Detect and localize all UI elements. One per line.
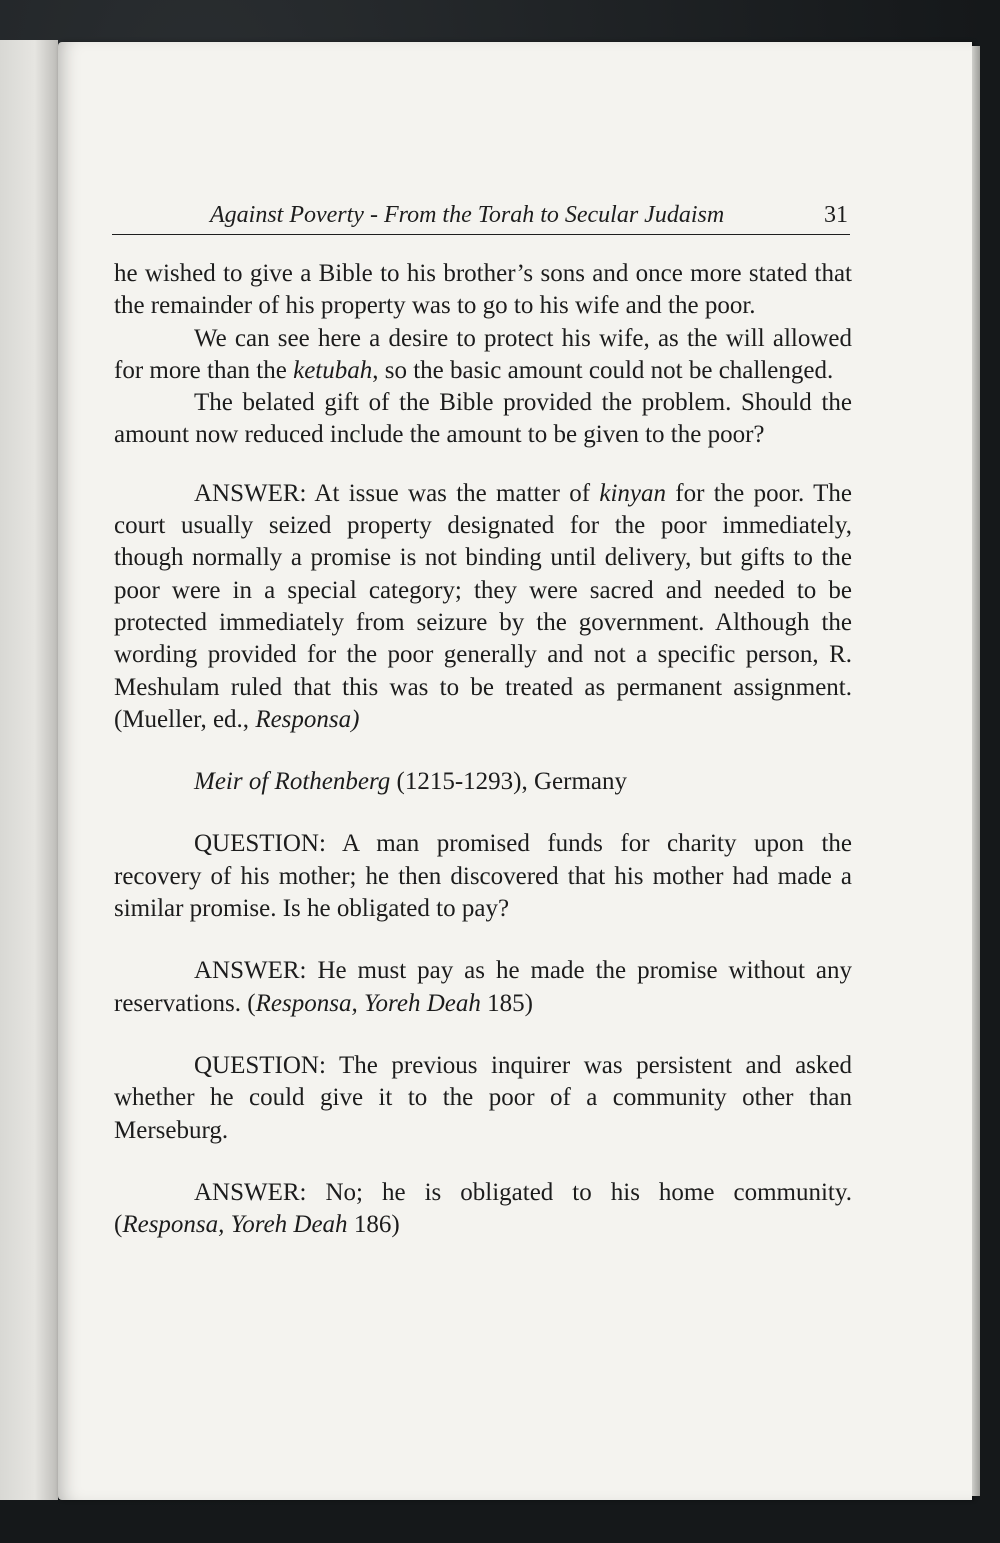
paragraph-answer-3: ANSWER: No; he is obligated to his home community. (Responsa, Yoreh Deah 186) [114, 1178, 852, 1239]
body-text [114, 258, 852, 1241]
paragraph-question-1: QUESTION: A man promised funds for charity upon the recovery of his mother; he then discovered that his mother had made a similar promise. Is he obligated to pay? [114, 830, 852, 923]
paragraph-3: The belated gift of the Bible provided the problem. Should the amount now reduced include the amount to be given to the poor? [114, 389, 852, 449]
page-stack-edge [972, 46, 980, 1496]
section-heading-meir: Meir of Rothenberg (1215-1293), Germany [194, 768, 628, 796]
paragraph-answer-2: ANSWER: He must pay as he made the promise without any reservations. (Responsa, Yoreh Deah 185) [114, 957, 852, 1017]
paragraph-answer-1: ANSWER: At issue was the matter of kinyan for the poor. The court usually seized property designated for the poor immediately, though normally a promise is not binding until delivery, but gifts to the poor were in a special category; they were sacred and needed to be protected immediately from seizure by the government. Although the wording provided for the poor generally and not a specific person, R. Meshulam ruled that this was to be treated as permanent assignment. (Mueller, ed., Responsa) [114, 479, 852, 733]
previous-page-edge [0, 40, 58, 1500]
paragraph-2: We can see here a desire to protect his wife, as the will allowed for more than the ketubah, so the basic amount could not be challenged. [114, 324, 852, 384]
paragraph-1: he wished to give a Bible to his brother’s sons and once more stated that the remainder of his property was to go to his wife and the poor. [114, 260, 852, 320]
paragraph-question-2: QUESTION: The previous inquirer was persistent and asked whether he could give it to the poor of a community other than Merseburg. [114, 1051, 852, 1144]
running-header [112, 200, 850, 235]
page-number: 31 [824, 202, 848, 228]
running-title: Against Poverty - From the Torah to Secular Judaism [210, 202, 725, 228]
